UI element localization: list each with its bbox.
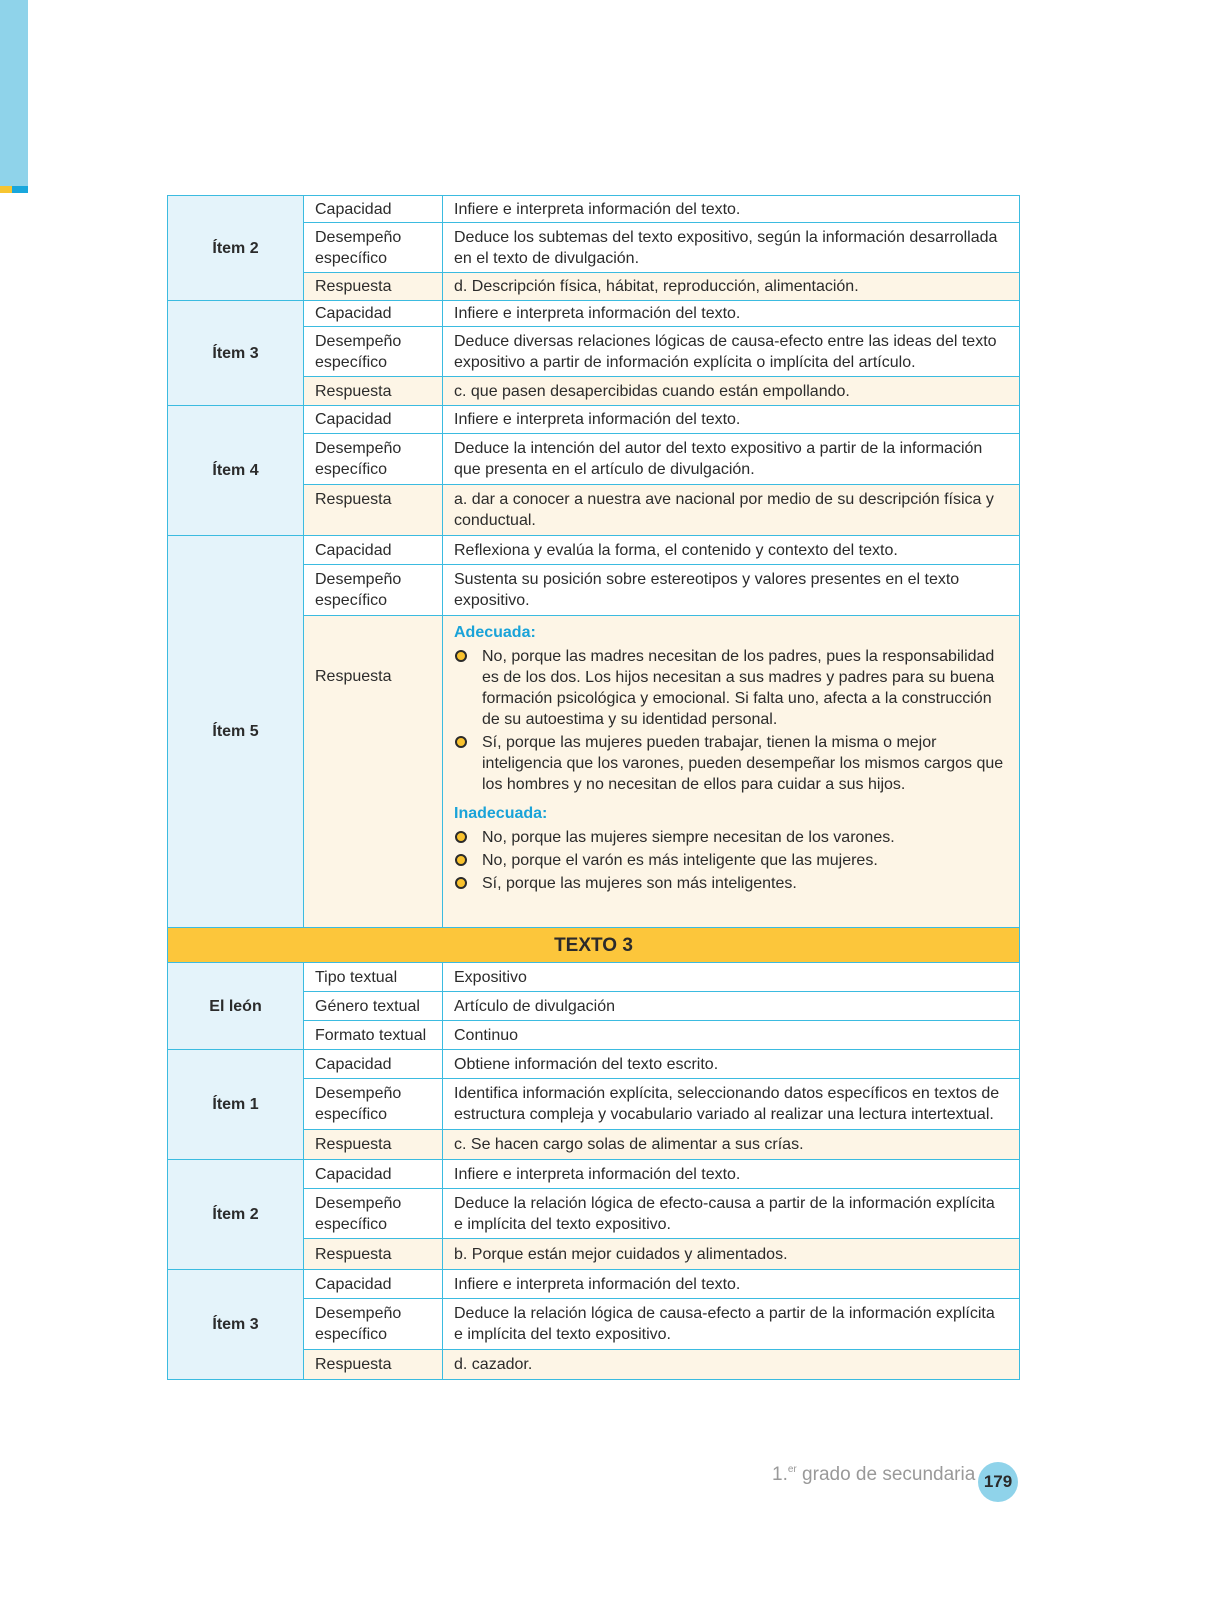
bullet-icon (455, 736, 467, 748)
side-accent-blue (12, 186, 28, 193)
grade-suffix: grado de secundaria (796, 1464, 976, 1485)
table-row (168, 406, 1020, 434)
capacidad-value: Infiere e interpreta información del texto. (443, 301, 1020, 327)
section-header-row (168, 928, 1020, 963)
desempeno-value: Deduce la intención del autor del texto expositivo a partir de la información que presenta en el artículo de divulgación. (443, 434, 1020, 485)
bullet-icon (455, 831, 467, 843)
capacidad-value: Infiere e interpreta información del texto. (443, 196, 1020, 223)
respuesta-label: Respuesta (304, 273, 443, 301)
respuesta-value: d. Descripción física, hábitat, reproducción, alimentación. (443, 273, 1020, 301)
table-row (168, 1270, 1020, 1299)
capacidad-label: Capacidad (304, 406, 443, 434)
desempeno-label: Desempeño específico (304, 327, 443, 377)
formato-value: Continuo (443, 1021, 1020, 1050)
respuesta-label: Respuesta (304, 485, 443, 536)
desempeno-label: Desempeño específico (304, 565, 443, 616)
bullet-icon (455, 877, 467, 889)
list-item-text: No, porque las madres necesitan de los padres, pues la responsabilidad es de los dos. Los hijos necesitan a sus madres y padres para su buena formación psicológica y emocional. Si falta uno, afecta a la construcción de su autoestima y su identidad personal. (482, 648, 995, 728)
formato-label: Formato textual (304, 1021, 443, 1050)
list-item (454, 646, 1008, 730)
item-label: Ítem 3 (168, 301, 304, 406)
capacidad-value: Infiere e interpreta información del texto. (443, 1270, 1020, 1299)
item-label: Ítem 2 (168, 196, 304, 301)
bullet-icon (455, 650, 467, 662)
desempeno-value: Deduce la relación lógica de causa-efecto a partir de la información explícita e implícita del texto expositivo. (443, 1299, 1020, 1350)
page-number: 179 (978, 1462, 1018, 1502)
capacidad-label: Capacidad (304, 1160, 443, 1189)
table-row (168, 1050, 1020, 1079)
grade-label (772, 1464, 975, 1486)
section-title: TEXTO 3 (168, 928, 1020, 963)
table-row (168, 536, 1020, 565)
genero-value: Artículo de divulgación (443, 992, 1020, 1021)
genero-label: Género textual (304, 992, 443, 1021)
capacidad-label: Capacidad (304, 301, 443, 327)
desempeno-label: Desempeño específico (304, 223, 443, 273)
respuesta-label: Respuesta (304, 616, 443, 928)
capacidad-value: Infiere e interpreta información del texto. (443, 406, 1020, 434)
desempeno-value: Sustenta su posición sobre estereotipos y valores presentes en el texto expositivo. (443, 565, 1020, 616)
desempeno-label: Desempeño específico (304, 434, 443, 485)
list-item (454, 873, 1008, 894)
table-row (168, 196, 1020, 223)
list-item (454, 732, 1008, 795)
list-item-text: No, porque las mujeres siempre necesitan de los varones. (482, 829, 895, 846)
capacidad-value: Infiere e interpreta información del texto. (443, 1160, 1020, 1189)
desempeno-value: Deduce diversas relaciones lógicas de causa-efecto entre las ideas del texto expositivo a partir de información explícita o implícita del artículo. (443, 327, 1020, 377)
capacidad-label: Capacidad (304, 1270, 443, 1299)
desempeno-value: Deduce la relación lógica de efecto-causa a partir de la información explícita e implícita del texto expositivo. (443, 1189, 1020, 1239)
capacidad-label: Capacidad (304, 1050, 443, 1079)
capacidad-label: Capacidad (304, 196, 443, 223)
item-label: Ítem 3 (168, 1270, 304, 1380)
desempeno-value: Identifica información explícita, seleccionando datos específicos en textos de estructura compleja y vocabulario variado al realizar una lectura intertextual. (443, 1079, 1020, 1130)
page-footer (772, 1462, 1022, 1502)
list-item (454, 850, 1008, 871)
table-row (168, 963, 1020, 992)
list-item-text: Sí, porque las mujeres son más inteligentes. (482, 875, 797, 892)
desempeno-value: Deduce los subtemas del texto expositivo, según la información desarrollada en el texto de divulgación. (443, 223, 1020, 273)
side-color-bar (0, 0, 28, 186)
item-label: Ítem 2 (168, 1160, 304, 1270)
respuesta-label: Respuesta (304, 1350, 443, 1380)
respuesta-label: Respuesta (304, 1239, 443, 1270)
item-label: Ítem 4 (168, 406, 304, 536)
side-accent-yellow (0, 186, 12, 193)
desempeno-label: Desempeño específico (304, 1299, 443, 1350)
respuesta-label: Respuesta (304, 377, 443, 406)
capacidad-value: Reflexiona y evalúa la forma, el contenido y contexto del texto. (443, 536, 1020, 565)
desempeno-label: Desempeño específico (304, 1189, 443, 1239)
grade-sup: er (787, 1464, 797, 1475)
table-row (168, 1160, 1020, 1189)
desempeno-label: Desempeño específico (304, 1079, 443, 1130)
respuesta-value: c. que pasen desapercibidas cuando están empollando. (443, 377, 1020, 406)
item-label: Ítem 1 (168, 1050, 304, 1160)
list-item (454, 827, 1008, 848)
inadecuada-heading: Inadecuada: (454, 805, 548, 822)
grade-prefix: 1. (772, 1464, 788, 1485)
item-label: Ítem 5 (168, 536, 304, 928)
respuesta-value (443, 616, 1020, 928)
respuesta-value: c. Se hacen cargo solas de alimentar a sus crías. (443, 1130, 1020, 1160)
respuesta-label: Respuesta (304, 1130, 443, 1160)
text-name: El león (168, 963, 304, 1050)
adecuada-list (454, 646, 1008, 795)
bullet-icon (455, 854, 467, 866)
tipo-label: Tipo textual (304, 963, 443, 992)
answer-key-table (167, 195, 1020, 1380)
adecuada-heading: Adecuada: (454, 624, 536, 641)
tipo-value: Expositivo (443, 963, 1020, 992)
respuesta-value: a. dar a conocer a nuestra ave nacional por medio de su descripción física y conductual. (443, 485, 1020, 536)
capacidad-label: Capacidad (304, 536, 443, 565)
respuesta-value: d. cazador. (443, 1350, 1020, 1380)
table-row (168, 301, 1020, 327)
list-item-text: No, porque el varón es más inteligente que las mujeres. (482, 852, 878, 869)
inadecuada-list (454, 827, 1008, 894)
respuesta-value: b. Porque están mejor cuidados y alimentados. (443, 1239, 1020, 1270)
list-item-text: Sí, porque las mujeres pueden trabajar, tienen la misma o mejor inteligencia que los varones, pueden desempeñar los mismos cargos que los hombres y no necesitan de ellos para cuidar a sus hijos. (482, 734, 1004, 793)
capacidad-value: Obtiene información del texto escrito. (443, 1050, 1020, 1079)
